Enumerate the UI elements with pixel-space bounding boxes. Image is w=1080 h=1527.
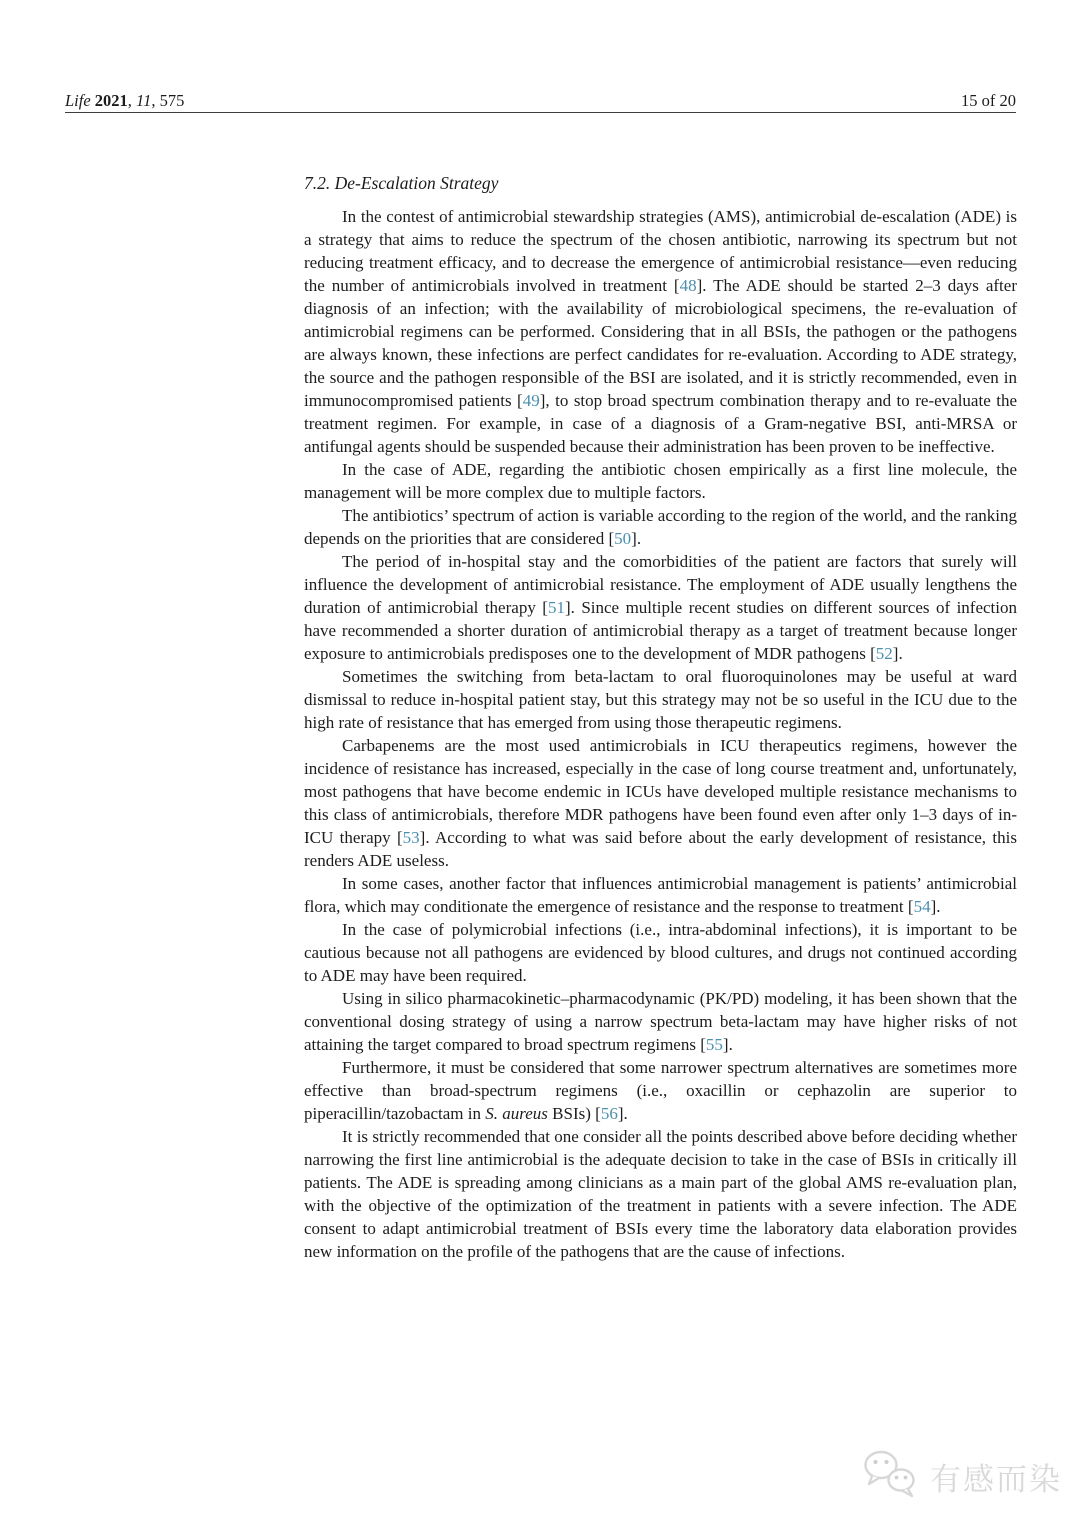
paragraphs-container [304,205,1017,1263]
section-heading: 7.2. De-Escalation Strategy [304,173,499,193]
text-run: The antibiotics’ spectrum of action is variable according to the region of the world, and the ranking depends on the priorities that are considered [304,506,1017,548]
citation-link[interactable]: 56 [600,1104,618,1123]
paragraph: Carbapenems are the most used antimicrobials in ICU therapeutics regimens, however the incidence of resistance has increased, especially in the case of long course treatment and, unfortunately, most pathogens that have become endemic in ICUs have developed multiple resistance mechanisms to this class of antimicrobials, therefore MDR pathogens have been found even after only 1–3 days of in-ICU therapy [53]. According to what was said before about the early development of resistance, this renders ADE useless. [304,736,1017,870]
journal-citation-segment: 11 [136,91,152,110]
text-run: Sometimes the switching from beta-lactam to oral fluoroquinolones may be useful at ward dismissal to reduce in-hospital patient stay, but this strategy may not be so useful in the ICU due to the high rate of resistance that has emerged from using those therapeutic regimens. [304,667,1017,732]
text-run: It is strictly recommended that one consider all the points described above before deciding whether narrowing the first line antimicrobial is the adequate decision to take in the case of BSIs in critically ill patients. The ADE is spreading among clinicians as a main part of the global AMS re-evaluation plan, with the objective of the optimization of the treatment in patients with a severe infection. The ADE consent to adapt antimicrobial treatment of BSIs every time the laboratory data elaboration provides new information on the profile of the pathogens that are the cause of infections. [304,1127,1017,1261]
paragraph: Using in silico pharmacokinetic–pharmacodynamic (PK/PD) modeling, it has been shown that the conventional dosing strategy of using a narrow spectrum beta-lactam may have higher risks of not attaining the target compared to broad spectrum regimens [55]. [304,989,1017,1054]
journal-citation-segment: Life [65,91,95,110]
text-run: . [623,1104,628,1123]
page-number: 15 of 20 [961,91,1016,110]
journal-citation-segment: 2021 [94,91,128,110]
text-run: In some cases, another factor that influences antimicrobial management is patients’ antimicrobial flora, which may conditionate the emergence of resistance and the response to treatment [304,874,1017,916]
paragraph: In the contest of antimicrobial stewardship strategies (AMS), antimicrobial de-escalation (ADE) is a strategy that aims to reduce the spectrum of the chosen antibiotic, narrowing its spectrum but not reducing treatment efficacy, and to decrease the emergence of antimicrobial resistance—even reducing the number of antimicrobials involved in treatment [48]. The ADE should be started 2–3 days after diagnosis of an infection; with the availability of microbiological specimens, the re-evaluation of antimicrobial regimens can be performed. Considering that in all BSIs, the pathogen or the pathogens are always known, these infections are perfect candidates for re-evaluation. According to ADE strategy, the source and the pathogen responsible of the BSI are isolated, and it is strictly recommended, even in immunocompromised patients [49], to stop broad spectrum combination therapy and to re-evaluate the treatment regimen. For example, in case of a diagnosis of a Gram-negative BSI, anti-MRSA or antifungal agents should be suspended because their administration has been proven to be ineffective. [304,207,1017,456]
text-run: . [636,529,642,548]
paragraph: Furthermore, it must be considered that some narrower spectrum alternatives are sometimes more effective than broad-spectrum regimens (i.e., oxacillin or cephazolin are superior to piperacillin/tazobactam in S. aureus BSIs) [56]. [304,1058,1017,1123]
citation-link[interactable]: 53 [402,828,420,847]
paragraph: The antibiotics’ spectrum of action is variable according to the region of the world, and the ranking depends on the priorities that are considered [50]. [304,506,1017,548]
text-run: In the case of ADE, regarding the antibiotic chosen empirically as a first line molecule, the management will be more complex due to multiple factors. [304,460,1017,502]
paragraph [304,458,1017,504]
paragraph: In some cases, another factor that influences antimicrobial management is patients’ antimicrobial flora, which may conditionate the emergence of resistance and the response to treatment [54]. [304,874,1017,916]
paragraph [304,1125,1017,1263]
text-run: Carbapenems are the most used antimicrobials in ICU therapeutics regimens, however the incidence of resistance has increased, especially in the case of long course treatment and, unfortunately, most pathogens that have become endemic in ICUs have developed multiple resistance mechanisms to this class of antimicrobials, therefore MDR pathogens have been found even after only 1–3 days of in-ICU therapy [304,736,1017,847]
text-run: BSIs) [547,1104,596,1123]
text-run: . [936,897,941,916]
paragraph [304,665,1017,734]
citation-link[interactable]: 52 [875,644,893,663]
paragraph [304,918,1017,987]
citation-link[interactable]: 51 [547,598,565,617]
paragraph: The period of in-hospital stay and the comorbidities of the patient are factors that surely will influence the development of antimicrobial resistance. The employment of ADE usually lengthens the duration of antimicrobial therapy [51]. Since multiple recent studies on different sources of infection have recommended a shorter duration of antimicrobial therapy as a target of treatment because longer exposure to antimicrobials predisposes one to the development of MDR pathogens [52]. [304,552,1017,663]
text-run: . Since multiple recent studies on different sources of infection have recommended a shorter duration of antimicrobial therapy as a target of treatment because longer exposure to antimicrobials predisposes one to the development of MDR pathogens [304,598,1017,663]
text-run: In the contest of antimicrobial stewardship strategies (AMS), antimicrobial de-escalation (ADE) is a strategy that aims to reduce the spectrum of the chosen antibiotic, narrowing its spectrum but not reducing treatment efficacy, and to decrease the emergence of antimicrobial resistance—even reducing the number of antimicrobials involved in treatment [304,207,1017,295]
header-divider [65,112,1016,113]
citation-link[interactable]: 48 [679,276,697,295]
text-run: In the case of polymicrobial infections (i.e., intra-abdominal infections), it is important to be cautious because not all pathogens are evidenced by blood cultures, and drugs not continued according to ADE may have been required. [304,920,1017,985]
citation-link[interactable]: 54 [913,897,931,916]
watermark [860,1448,1062,1505]
journal-citation [65,91,184,111]
citation-link[interactable]: 49 [522,391,540,410]
text-run: . [728,1035,733,1054]
text-run: S. aureus [485,1104,548,1123]
text-run: The period of in-hospital stay and the comorbidities of the patient are factors that surely will influence the development of antimicrobial resistance. The employment of ADE usually lengthens the duration of antimicrobial therapy [304,552,1017,617]
page-header [65,91,1016,111]
watermark-text: 有感而染 [930,1462,1062,1498]
text-run: , to stop broad spectrum combination therapy and to re-evaluate the treatment regimen. For example, in case of a diagnosis of a Gram-negative BSI, anti-MRSA or antifungal agents should be suspended because their administration has been proven to be ineffective. [304,391,1017,456]
text-run: Furthermore, it must be considered that some narrower spectrum alternatives are sometimes more effective than broad-spectrum regimens (i.e., oxacillin or cephazolin are superior to piperacillin/tazobactam in [304,1058,1017,1123]
text-run: Using in silico pharmacokinetic–pharmacodynamic (PK/PD) modeling, it has been shown that the conventional dosing strategy of using a narrow spectrum beta-lactam may have higher risks of not attaining the target compared to broad spectrum regimens [304,989,1017,1054]
journal-citation-segment: , [127,91,137,110]
citation-link[interactable]: 55 [705,1035,723,1054]
wechat-chat-bubbles-icon [860,1448,922,1505]
journal-citation-segment: , 575 [151,91,185,110]
citation-link[interactable]: 50 [614,529,632,548]
text-run: . According to what was said before about the early development of resistance, this renders ADE useless. [304,828,1017,870]
article-body [304,172,1017,1263]
text-run: . [898,644,903,663]
text-run: . The ADE should be started 2–3 days after diagnosis of an infection; with the availability of microbiological specimens, the re-evaluation of antimicrobial regimens can be performed. Considering that in all BSIs, the pathogen or the pathogens are always known, these infections are perfect candidates for re-evaluation. According to ADE strategy, the source and the pathogen responsible of the BSI are isolated, and it is strictly recommended, even in immunocompromised patients [304,276,1017,410]
